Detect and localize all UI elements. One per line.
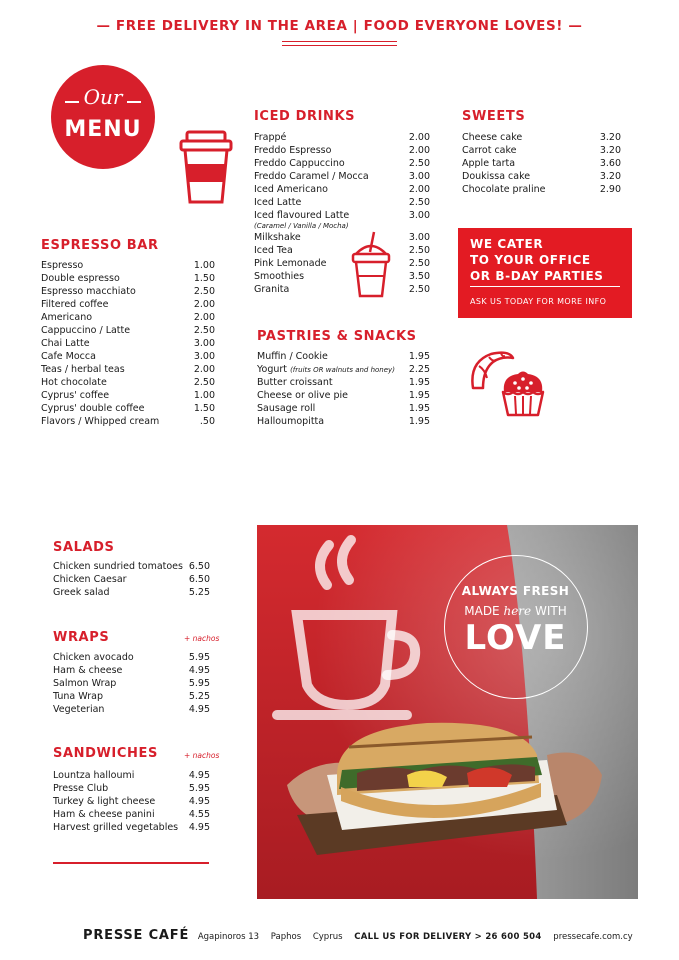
footer-website: pressecafe.com.cy (553, 932, 633, 942)
wraps-title: WRAPS (53, 630, 110, 645)
list-item: Yogurt (fruits OR walnuts and honey) 2.25 (257, 364, 430, 375)
iced-drinks-title: ICED DRINKS (254, 109, 356, 124)
list-item: Cheese cake 3.20 (462, 132, 621, 143)
list-item: Granita 2.50 (254, 284, 430, 295)
our-menu-logo (51, 65, 155, 169)
list-item: Double espresso 1.50 (41, 273, 215, 284)
list-item: Freddo Cappuccino 2.50 (254, 158, 430, 169)
badge-always-fresh: ALWAYS FRESH (461, 584, 570, 598)
list-item: Smoothies 3.50 (254, 271, 430, 282)
list-item: Cyprus' double coffee 1.50 (41, 403, 215, 414)
list-item: Espresso 1.00 (41, 260, 215, 271)
list-item: Apple tarta 3.60 (462, 158, 621, 169)
list-item: Carrot cake 3.20 (462, 145, 621, 156)
salads-title: SALADS (53, 540, 115, 555)
list-item: Flavors / Whipped cream .50 (41, 416, 215, 427)
wraps-list (53, 651, 210, 716)
list-item: Greek salad 5.25 (53, 587, 210, 598)
list-item: Iced flavoured Latte 3.00 (Caramel / Vanilla / Mocha) (254, 210, 430, 230)
list-item: Sausage roll 1.95 (257, 403, 430, 414)
footer-brand: PRESSE CAFÉ (83, 928, 190, 943)
badge-love: LOVE (464, 618, 567, 658)
espresso-bar-title: ESPRESSO BAR (41, 238, 159, 253)
footer (83, 928, 642, 943)
list-item: Espresso macchiato 2.50 (41, 286, 215, 297)
promo-line-1: WE CATER (470, 237, 544, 251)
list-item: Freddo Espresso 2.00 (254, 145, 430, 156)
iced-drink-icon (350, 230, 392, 300)
footer-city: Paphos (270, 932, 302, 942)
item-sub: (Caramel / Vanilla / Mocha) (254, 222, 349, 230)
list-item: Presse Club 5.95 (53, 783, 210, 794)
list-item: Cheese or olive pie 1.95 (257, 390, 430, 401)
list-item: Freddo Caramel / Mocca 3.00 (254, 171, 430, 182)
list-item: Teas / herbal teas 2.00 (41, 364, 215, 375)
always-fresh-badge (444, 555, 588, 699)
left-column-rule (53, 862, 209, 864)
salads-list (53, 560, 210, 599)
promo-line-3: OR B-DAY PARTIES (470, 269, 604, 283)
list-item: Muffin / Cookie 1.95 (257, 351, 430, 362)
sandwiches-title: SANDWICHES (53, 746, 158, 761)
iced-drinks-list (254, 131, 430, 296)
list-item: Lountza halloumi 4.95 (53, 770, 210, 781)
sandwich-photo-illustration (257, 525, 638, 899)
list-item: Chicken sundried tomatoes 6.50 (53, 561, 210, 572)
pastries-list (257, 350, 430, 428)
pastries-snacks-title: PASTRIES & SNACKS (257, 329, 417, 344)
list-item: Salmon Wrap 5.95 (53, 678, 210, 689)
sweets-title: SWEETS (462, 109, 526, 124)
list-item: Americano 2.00 (41, 312, 215, 323)
sandwiches-list (53, 769, 210, 834)
footer-country: Cyprus (312, 932, 343, 942)
logo-our: Our (83, 85, 123, 109)
list-item: Ham & cheese 4.95 (53, 665, 210, 676)
list-item: Cafe Mocca 3.00 (41, 351, 215, 362)
logo-menu: MENU (64, 117, 142, 142)
list-item: Chicken avocado 5.95 (53, 652, 210, 663)
badge-made-here-with: MADE here WITH (464, 604, 567, 618)
list-item: Halloumopitta 1.95 (257, 416, 430, 427)
list-item: Butter croissant 1.95 (257, 377, 430, 388)
list-item: Hot chocolate 2.50 (41, 377, 215, 388)
logo-dash-right (127, 101, 141, 103)
list-item: Cappuccino / Latte 2.50 (41, 325, 215, 336)
list-item: Chocolate praline 2.90 (462, 184, 621, 195)
list-item: Tuna Wrap 5.25 (53, 691, 210, 702)
muffin-icon (498, 368, 548, 418)
footer-street: Agapinoros 13 (197, 932, 260, 942)
list-item: Doukissa cake 3.20 (462, 171, 621, 182)
list-item: Pink Lemonade 2.50 (254, 258, 430, 269)
promo-line-2: TO YOUR OFFICE (470, 253, 591, 267)
banner-rule-1 (282, 41, 397, 42)
catering-promo-box (458, 228, 632, 318)
list-item: Chai Latte 3.00 (41, 338, 215, 349)
list-item: Milkshake 3.00 (254, 232, 430, 243)
list-item: Filtered coffee 2.00 (41, 299, 215, 310)
item-sub: (fruits OR walnuts and honey) (290, 366, 395, 374)
list-item: Cyprus' coffee 1.00 (41, 390, 215, 401)
list-item: Vegeterian 4.95 (53, 704, 210, 715)
list-item: Frappé 2.00 (254, 132, 430, 143)
sandwiches-nachos-note: + nachos (184, 751, 220, 760)
sweets-list (462, 131, 621, 196)
wraps-nachos-note: + nachos (184, 634, 220, 643)
top-banner: — FREE DELIVERY IN THE AREA | FOOD EVERYONE LOVES! — (96, 18, 583, 34)
promo-info: ASK US TODAY FOR MORE INFO (470, 297, 607, 306)
espresso-bar-list (41, 259, 215, 428)
list-item: Iced Latte 2.50 (254, 197, 430, 208)
list-item: Turkey & light cheese 4.95 (53, 796, 210, 807)
banner-rule-2 (282, 45, 397, 46)
promo-rule (470, 286, 620, 287)
footer-delivery-cta: CALL US FOR DELIVERY > 26 600 504 (354, 932, 542, 942)
sandwich-photo (257, 525, 638, 899)
list-item: Chicken Caesar 6.50 (53, 574, 210, 585)
coffee-cup-icon (178, 130, 234, 206)
list-item: Harvest grilled vegetables 4.95 (53, 822, 210, 833)
list-item: Iced Americano 2.00 (254, 184, 430, 195)
list-item: Iced Tea 2.50 (254, 245, 430, 256)
list-item: Ham & cheese panini 4.55 (53, 809, 210, 820)
